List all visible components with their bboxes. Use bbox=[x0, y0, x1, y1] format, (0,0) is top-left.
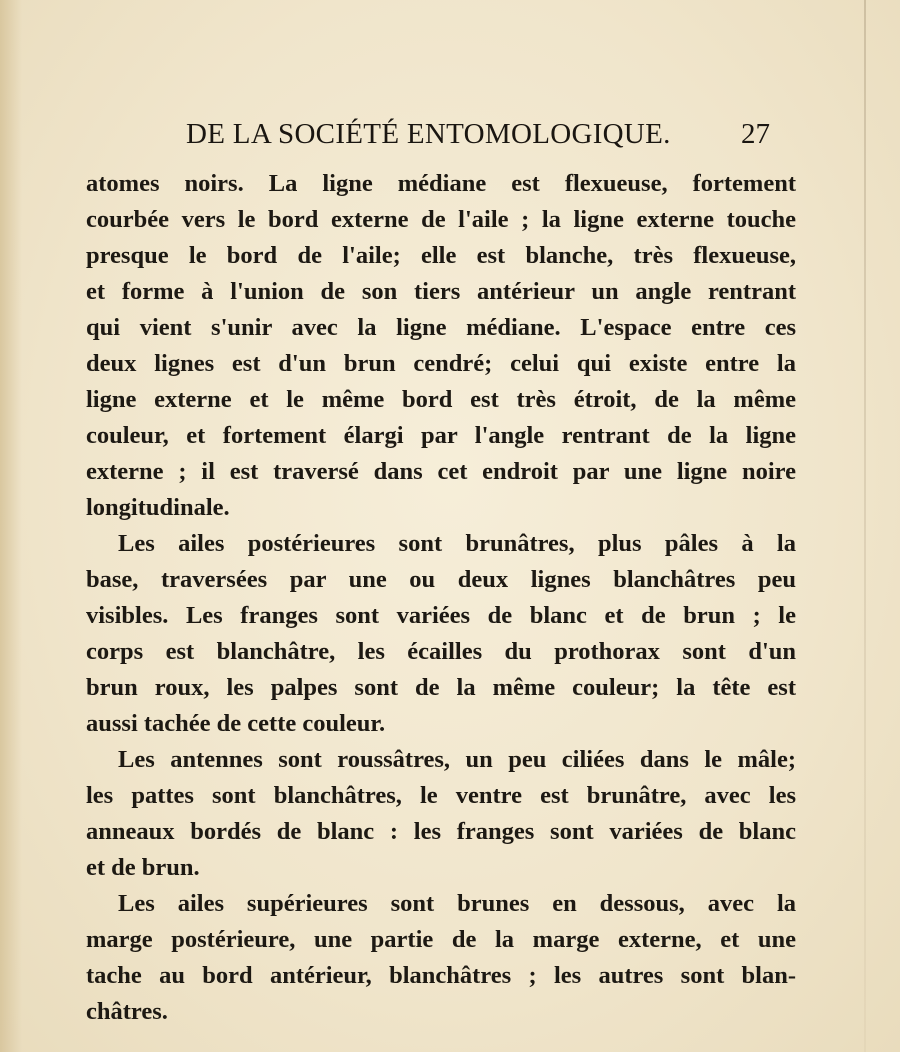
text-line: les pattes sont blanchâtres, le ventre est brunâtre, avec les bbox=[86, 782, 796, 809]
text-line: Les antennes sont roussâtres, un peu ciliées dans le mâle; bbox=[118, 746, 796, 773]
text-line: ligne externe et le même bord est très étroit, de la même bbox=[86, 386, 796, 413]
text-line: anneaux bordés de blanc : les franges sont variées de blanc bbox=[86, 818, 796, 845]
text-line: deux lignes est d'un brun cendré; celui qui existe entre la bbox=[86, 350, 796, 377]
text-line: visibles. Les franges sont variées de blanc et de brun ; le bbox=[86, 602, 796, 629]
text-line: tache au bord antérieur, blanchâtres ; les autres sont blan- bbox=[86, 962, 796, 989]
text-line: marge postérieure, une partie de la marge externe, et une bbox=[86, 926, 796, 953]
gutter-shadow bbox=[0, 0, 22, 1052]
paragraph-3 bbox=[86, 742, 796, 886]
text-line: et de brun. bbox=[86, 854, 200, 881]
text-line: corps est blanchâtre, les écailles du prothorax sont d'un bbox=[86, 638, 796, 665]
text-line: longitudinale. bbox=[86, 494, 230, 521]
text-line: courbée vers le bord externe de l'aile ; la ligne externe touche bbox=[86, 206, 796, 233]
text-line: brun roux, les palpes sont de la même couleur; la tête est bbox=[86, 674, 796, 701]
text-line: externe ; il est traversé dans cet endroit par une ligne noire bbox=[86, 458, 796, 485]
page-edge-line bbox=[864, 0, 866, 1052]
running-title: DE LA SOCIÉTÉ ENTOMOLOGIQUE. bbox=[186, 118, 671, 150]
text-line: aussi tachée de cette couleur. bbox=[86, 710, 386, 737]
text-line: et forme à l'union de son tiers antérieur un angle rentrant bbox=[86, 278, 796, 305]
text-line: Les ailes supérieures sont brunes en dessous, avec la bbox=[118, 890, 796, 917]
text-line: Les ailes postérieures sont brunâtres, plus pâles à la bbox=[118, 530, 796, 557]
text-line: atomes noirs. La ligne médiane est flexueuse, fortement bbox=[86, 170, 796, 197]
text-line: presque le bord de l'aile; elle est blanche, très flexueuse, bbox=[86, 242, 796, 269]
text-line: base, traversées par une ou deux lignes blanchâtres peu bbox=[86, 566, 796, 593]
text-line: châtres. bbox=[86, 998, 168, 1025]
body-text bbox=[86, 166, 796, 1030]
text-line: qui vient s'unir avec la ligne médiane. L'espace entre ces bbox=[86, 314, 796, 341]
page-number: 27 bbox=[741, 118, 770, 150]
paragraph-4 bbox=[86, 886, 796, 1030]
page-header bbox=[186, 118, 826, 162]
text-line: couleur, et fortement élargi par l'angle rentrant de la ligne bbox=[86, 422, 796, 449]
paragraph-1 bbox=[86, 166, 796, 526]
paragraph-2 bbox=[86, 526, 796, 742]
